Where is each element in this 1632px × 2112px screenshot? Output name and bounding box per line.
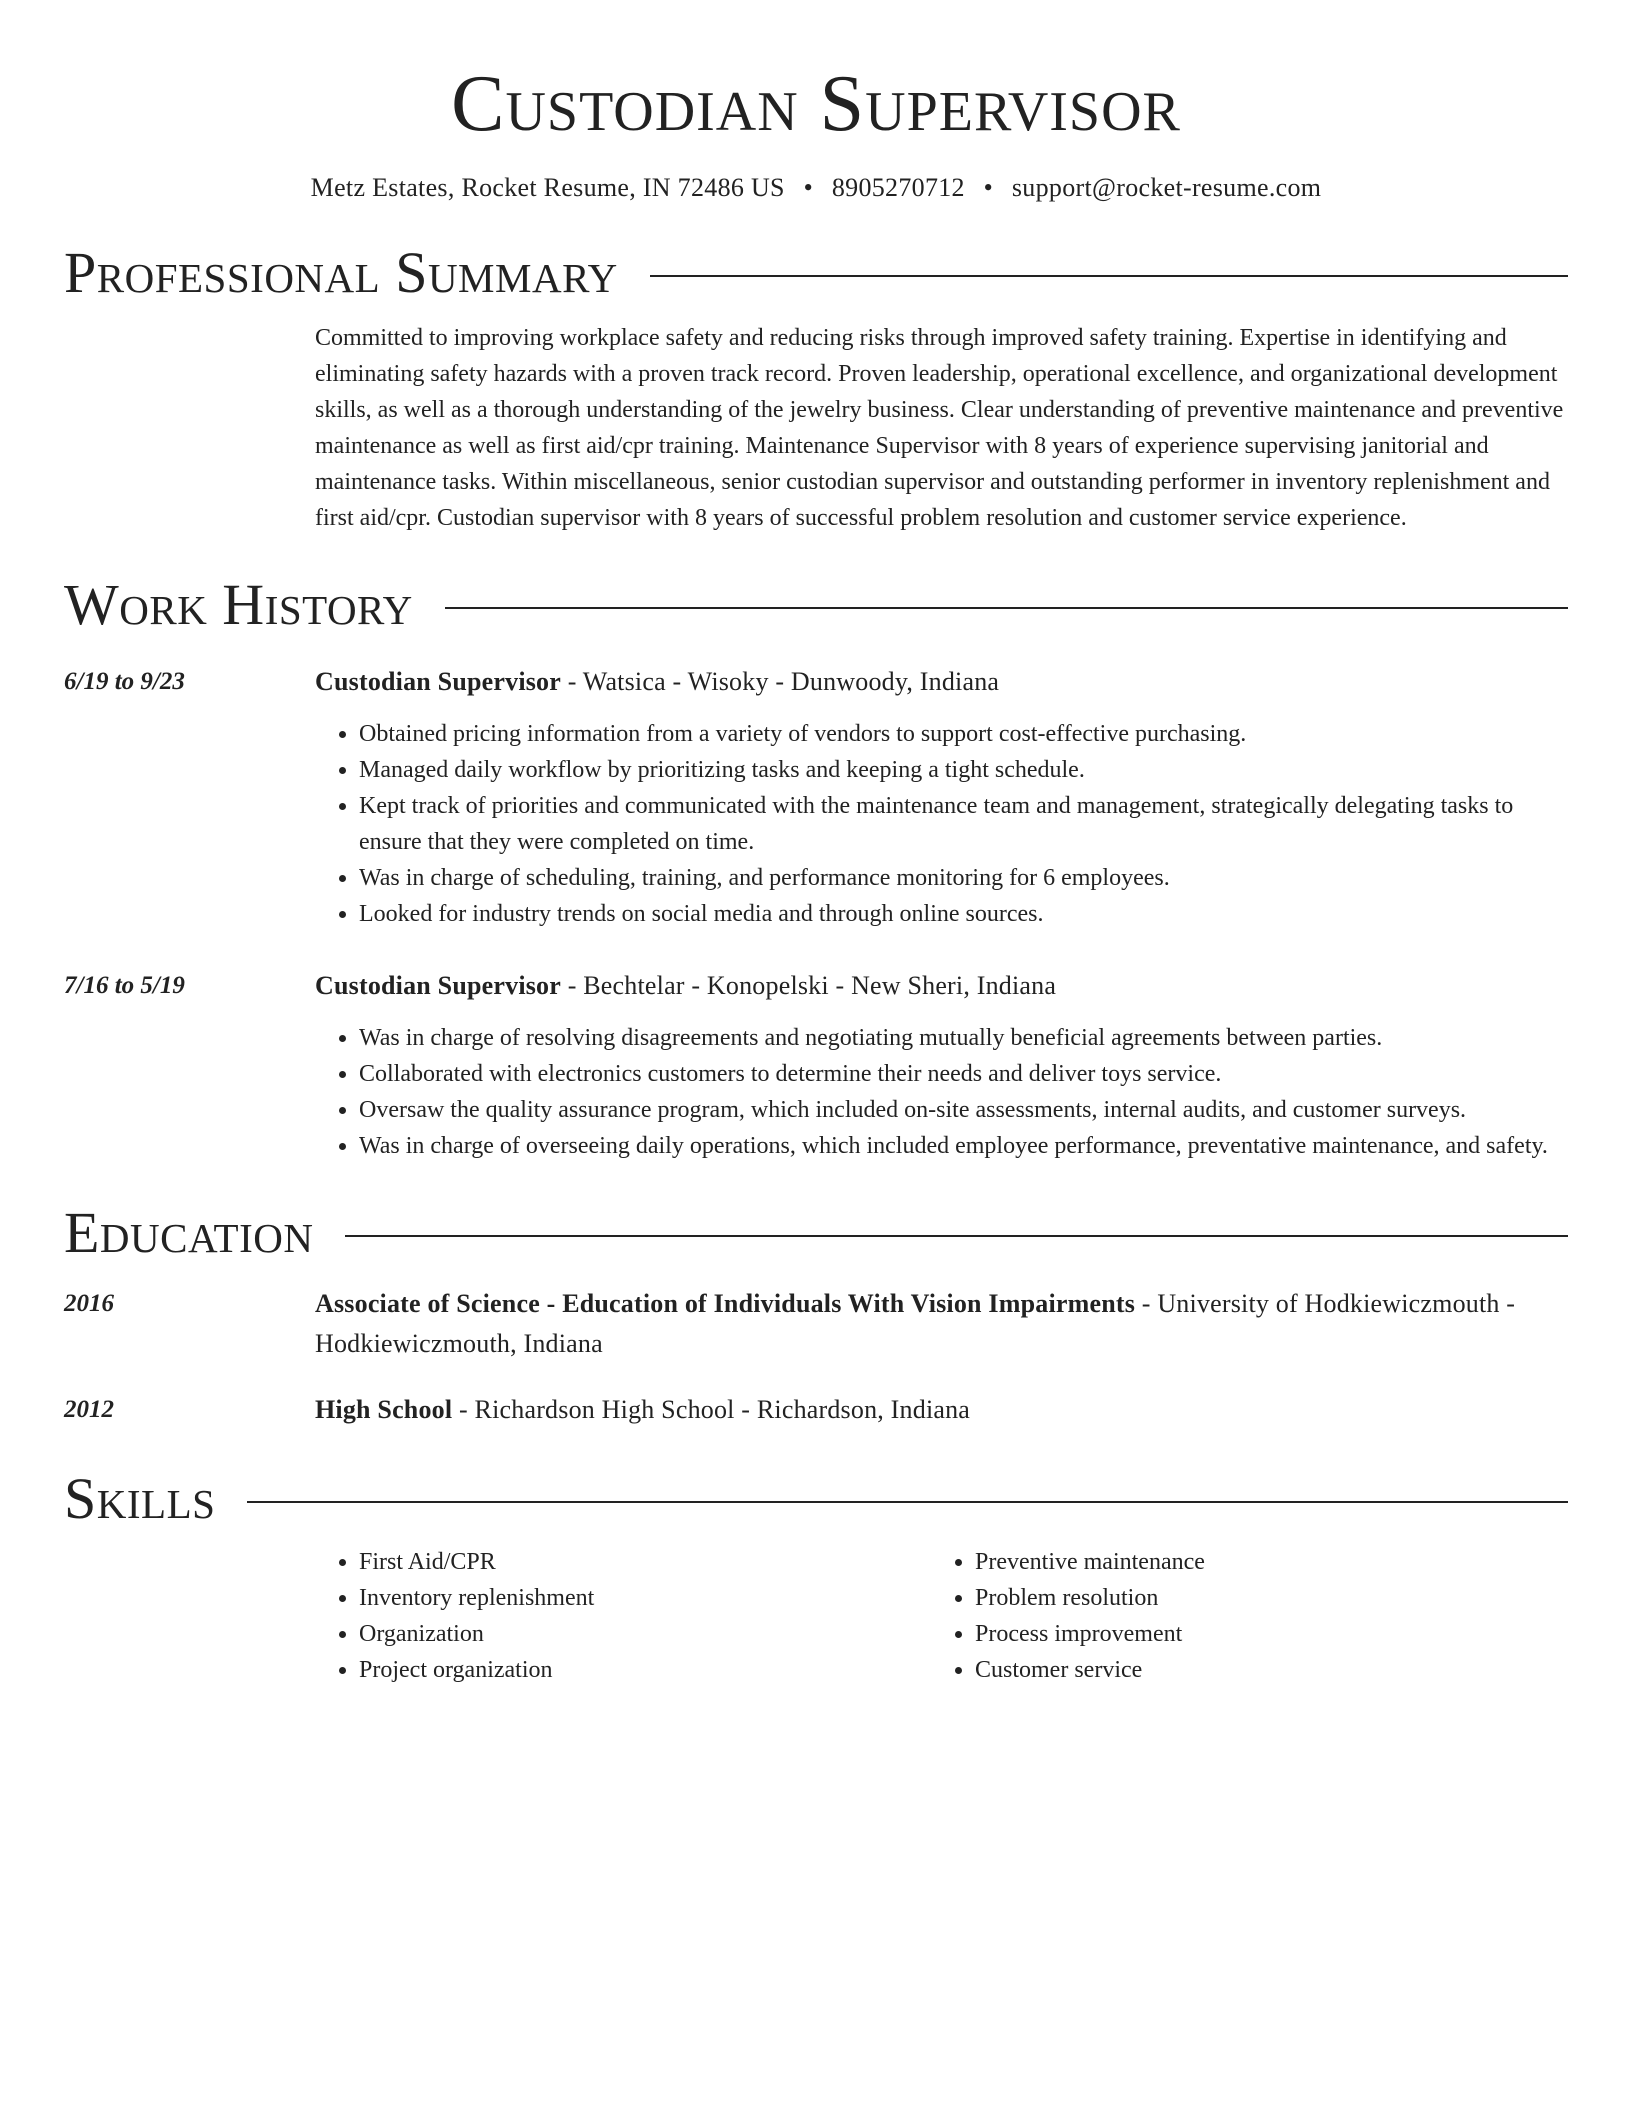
- education-section-header: [64, 1200, 1568, 1266]
- education-degree: Associate of Science - Education of Individuals With Vision Impairments: [315, 1289, 1136, 1318]
- job-bullets: [315, 1020, 1568, 1164]
- job-bullet: • Was in charge of overseeing daily operations, which included employee performance, preventative maintenance, and safety.: [359, 1128, 1568, 1164]
- skill-item: • Problem resolution: [975, 1580, 1547, 1616]
- skill-item: • Project organization: [359, 1652, 931, 1688]
- contact-address: Metz Estates, Rocket Resume, IN 72486 US: [310, 173, 785, 202]
- skills-column-right: [931, 1544, 1547, 1688]
- section-title-skills: Skills: [64, 1466, 216, 1531]
- skill-item: • Inventory replenishment: [359, 1580, 931, 1616]
- job-employer: - Bechtelar - Konopelski - New Sheri, Indiana: [561, 971, 1057, 1000]
- job-body: [315, 966, 1568, 1164]
- job-bullet: • Collaborated with electronics customers to determine their needs and deliver toys service.: [359, 1056, 1568, 1092]
- contact-separator: •: [983, 173, 994, 202]
- job-bullet: • Oversaw the quality assurance program, which included on-site assessments, internal audits, and customer surveys.: [359, 1092, 1568, 1128]
- contact-phone: 8905270712: [831, 173, 965, 202]
- job-bullet: • Obtained pricing information from a variety of vendors to support cost-effective purchasing.: [359, 716, 1568, 752]
- skills-column-left: [315, 1544, 931, 1688]
- job-employer: - Watsica - Wisoky - Dunwoody, Indiana: [561, 667, 1000, 696]
- education-details: [315, 1390, 1568, 1430]
- section-divider: [445, 607, 1568, 609]
- education-details: [315, 1284, 1568, 1364]
- job-title-line: [315, 966, 1568, 1006]
- skill-item: • Organization: [359, 1616, 931, 1652]
- section-title-summary: Professional Summary: [64, 240, 618, 305]
- job-dates: 6/19 to 9/23: [64, 668, 185, 695]
- education-entry: [64, 1284, 1568, 1364]
- work-section-header: [64, 572, 1568, 638]
- job-bullet: • Looked for industry trends on social media and through online sources.: [359, 896, 1568, 932]
- education-school: - Richardson High School - Richardson, Indiana: [452, 1395, 971, 1424]
- section-divider: [345, 1235, 1568, 1237]
- resume-page: [64, 0, 1568, 1688]
- contact-separator: •: [803, 173, 814, 202]
- section-title-work-history: Work History: [64, 572, 413, 637]
- job-body: [315, 662, 1568, 932]
- candidate-name: Custodian Supervisor: [451, 60, 1181, 148]
- job-bullet: • Was in charge of resolving disagreements and negotiating mutually beneficial agreements between parties.: [359, 1020, 1568, 1056]
- education-year: 2012: [64, 1396, 114, 1423]
- education-entry: [64, 1390, 1568, 1430]
- job-entry: [64, 966, 1568, 1164]
- job-role: Custodian Supervisor: [315, 667, 561, 696]
- job-entry: [64, 662, 1568, 932]
- job-bullet: • Was in charge of scheduling, training, and performance monitoring for 6 employees.: [359, 860, 1568, 896]
- education-degree: High School: [315, 1395, 453, 1424]
- education-year: 2016: [64, 1290, 114, 1317]
- skill-item: • Preventive maintenance: [975, 1544, 1547, 1580]
- skill-item: • First Aid/CPR: [359, 1544, 931, 1580]
- contact-line: [64, 172, 1568, 204]
- skills-section-header: [64, 1466, 1568, 1532]
- skills-list: [315, 1544, 1568, 1688]
- section-divider: [650, 275, 1568, 277]
- contact-email: support@rocket-resume.com: [1011, 173, 1322, 202]
- job-role: Custodian Supervisor: [315, 971, 561, 1000]
- job-bullet: • Managed daily workflow by prioritizing tasks and keeping a tight schedule.: [359, 752, 1568, 788]
- job-bullets: [315, 716, 1568, 932]
- skill-item: • Process improvement: [975, 1616, 1547, 1652]
- section-divider: [247, 1501, 1568, 1503]
- job-dates: 7/16 to 5/19: [64, 972, 185, 999]
- job-bullet: • Kept track of priorities and communicated with the maintenance team and management, strategically delegating tasks to ensure that they were completed on time.: [359, 788, 1568, 860]
- summary-section-header: [64, 240, 1568, 306]
- summary-text: Committed to improving workplace safety and reducing risks through improved safety training. Expertise in identifying and eliminating safety hazards with a proven track record. Proven leadership, operational excellence, and organizational development skills, as well as a thorough understanding of the jewelry business. Clear understanding of preventive maintenance and preventive maintenance as well as first aid/cpr training. Maintenance Supervisor with 8 years of experience supervising janitorial and maintenance tasks. Within miscellaneous, senior custodian supervisor and outstanding performer in inventory replenishment and first aid/cpr. Custodian supervisor with 8 years of successful problem resolution and customer service experience.: [315, 325, 1564, 531]
- skill-item: • Customer service: [975, 1652, 1547, 1688]
- education-school: - University of Hodkiewiczmouth - Hodkiewiczmouth, Indiana: [315, 1289, 1516, 1358]
- job-title-line: [315, 662, 1568, 702]
- section-title-education: Education: [64, 1200, 314, 1265]
